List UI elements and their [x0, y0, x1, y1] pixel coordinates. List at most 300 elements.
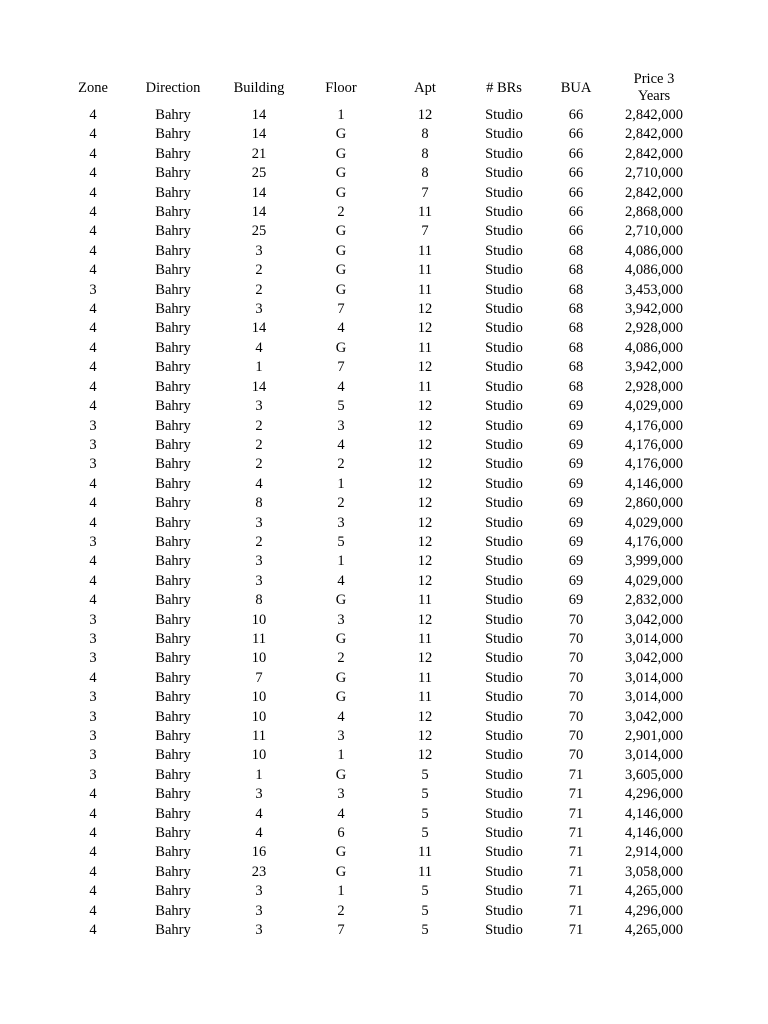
apt-cell: 11 — [418, 281, 432, 298]
apt-cell: 11 — [418, 844, 432, 861]
zone-cell: 4 — [89, 359, 97, 376]
zone-cell: 4 — [89, 107, 97, 123]
bua-cell: 69 — [568, 592, 584, 609]
direction-cell: Bahry — [155, 825, 191, 842]
bua-cell: 71 — [568, 786, 584, 803]
price-cell: 4,265,000 — [625, 922, 683, 939]
table-row — [56, 921, 694, 940]
apt-cell: 12 — [417, 533, 433, 550]
zone-cell: 4 — [89, 242, 97, 259]
brs-cell: Studio — [485, 223, 523, 240]
direction-cell: Bahry — [155, 747, 191, 764]
zone-cell: 4 — [89, 320, 97, 337]
zone-cell: 4 — [89, 922, 97, 939]
bua-cell: 69 — [568, 495, 584, 512]
direction-cell: Bahry — [155, 611, 191, 628]
brs-cell: Studio — [485, 883, 523, 900]
direction-cell: Bahry — [155, 184, 191, 201]
apt-cell: 8 — [421, 165, 429, 182]
brs-cell: Studio — [485, 262, 523, 279]
floor-cell: 7 — [337, 301, 345, 318]
direction-cell: Bahry — [155, 242, 191, 259]
brs-cell: Studio — [485, 281, 523, 298]
direction-cell: Bahry — [155, 378, 191, 395]
floor-cell: 5 — [337, 398, 345, 415]
table-row — [56, 378, 694, 397]
price-cell: 4,176,000 — [625, 533, 683, 550]
brs-cell: Studio — [485, 747, 523, 764]
building-cell: 1 — [255, 766, 263, 783]
building-cell: 16 — [251, 844, 267, 861]
zone-cell: 4 — [89, 165, 97, 182]
floor-cell: G — [335, 339, 347, 356]
floor-cell: G — [335, 281, 347, 298]
table-row — [56, 591, 694, 610]
building-cell: 2 — [255, 436, 263, 453]
building-cell: 3 — [255, 553, 263, 570]
building-cell: 10 — [251, 611, 267, 628]
direction-cell: Bahry — [155, 766, 191, 783]
floor-cell: G — [335, 223, 347, 240]
price-cell: 3,042,000 — [625, 708, 683, 725]
floor-cell: G — [335, 766, 347, 783]
brs-cell: Studio — [485, 495, 523, 512]
header-row — [56, 70, 694, 106]
price-cell: 2,710,000 — [625, 165, 683, 182]
table-row — [56, 785, 694, 804]
bua-cell: 69 — [568, 572, 584, 589]
bua-cell: 68 — [568, 378, 584, 395]
bua-cell: 71 — [568, 902, 584, 919]
brs-cell: Studio — [485, 630, 523, 647]
brs-cell: Studio — [485, 378, 523, 395]
price-cell: 4,176,000 — [625, 456, 683, 473]
price-cell: 4,296,000 — [625, 902, 683, 919]
zone-cell: 4 — [89, 398, 97, 415]
building-cell: 14 — [251, 107, 267, 123]
building-cell: 3 — [255, 786, 263, 803]
direction-cell: Bahry — [155, 436, 191, 453]
floor-cell: 2 — [337, 902, 345, 919]
building-cell: 3 — [255, 883, 263, 900]
table-row — [56, 533, 694, 552]
building-cell: 4 — [255, 805, 263, 822]
direction-cell: Bahry — [155, 708, 191, 725]
bua-cell: 66 — [568, 204, 584, 221]
apt-cell: 5 — [421, 805, 429, 822]
floor-cell: 1 — [337, 553, 345, 570]
table-row — [56, 300, 694, 319]
zone-cell: 3 — [89, 611, 97, 628]
direction-cell: Bahry — [155, 145, 191, 162]
brs-cell: Studio — [485, 708, 523, 725]
header-price-3-years — [614, 70, 694, 106]
apt-cell: 5 — [421, 825, 429, 842]
zone-cell: 3 — [89, 417, 97, 434]
header-zone: Zone — [78, 79, 108, 96]
floor-cell: 2 — [337, 204, 345, 221]
building-cell: 25 — [251, 223, 267, 240]
brs-cell: Studio — [485, 786, 523, 803]
header-price-line-1: Price 3 — [633, 71, 675, 87]
bua-cell: 71 — [568, 825, 584, 842]
floor-cell: 2 — [337, 650, 345, 667]
direction-cell: Bahry — [155, 126, 191, 143]
bua-cell: 69 — [568, 436, 584, 453]
building-cell: 2 — [255, 533, 263, 550]
apt-cell: 12 — [417, 708, 433, 725]
brs-cell: Studio — [485, 863, 523, 880]
bua-cell: 71 — [568, 883, 584, 900]
brs-cell: Studio — [485, 805, 523, 822]
zone-cell: 4 — [89, 805, 97, 822]
direction-cell: Bahry — [155, 301, 191, 318]
direction-cell: Bahry — [155, 922, 191, 939]
floor-cell: G — [335, 242, 347, 259]
building-cell: 8 — [255, 592, 263, 609]
price-cell: 4,029,000 — [625, 514, 683, 531]
bua-cell: 69 — [568, 553, 584, 570]
zone-cell: 4 — [89, 126, 97, 143]
zone-cell: 4 — [89, 572, 97, 589]
floor-cell: 3 — [337, 728, 345, 744]
brs-cell: Studio — [485, 689, 523, 706]
floor-cell: G — [335, 126, 347, 143]
bua-cell: 69 — [568, 475, 584, 492]
table-row — [56, 902, 694, 921]
brs-cell: Studio — [485, 359, 523, 376]
building-cell: 4 — [255, 339, 263, 356]
direction-cell: Bahry — [155, 320, 191, 337]
floor-cell: G — [335, 689, 347, 706]
table-row — [56, 184, 694, 203]
floor-cell: G — [335, 863, 347, 880]
building-cell: 2 — [255, 281, 263, 298]
bua-cell: 66 — [568, 107, 584, 123]
table-row — [56, 708, 694, 727]
price-cell: 2,710,000 — [625, 223, 683, 240]
zone-cell: 4 — [89, 475, 97, 492]
bua-cell: 70 — [568, 611, 584, 628]
zone-cell: 4 — [89, 902, 97, 919]
units-price-table — [56, 70, 694, 940]
price-cell: 2,928,000 — [625, 320, 683, 337]
direction-cell: Bahry — [155, 592, 191, 609]
table-row — [56, 649, 694, 668]
direction-cell: Bahry — [155, 669, 191, 686]
direction-cell: Bahry — [155, 107, 191, 123]
bua-cell: 70 — [568, 708, 584, 725]
table-row — [56, 145, 694, 164]
building-cell: 14 — [251, 378, 267, 395]
table-row — [56, 494, 694, 513]
header-building: Building — [233, 79, 285, 96]
brs-cell: Studio — [485, 242, 523, 259]
price-cell: 4,296,000 — [625, 786, 683, 803]
brs-cell: Studio — [485, 553, 523, 570]
building-cell: 11 — [252, 630, 266, 647]
building-cell: 14 — [251, 320, 267, 337]
zone-cell: 4 — [89, 786, 97, 803]
zone-cell: 3 — [89, 728, 97, 744]
apt-cell: 5 — [421, 922, 429, 939]
price-cell: 3,942,000 — [625, 301, 683, 318]
zone-cell: 3 — [89, 630, 97, 647]
price-cell: 3,014,000 — [625, 747, 683, 764]
bua-cell: 69 — [568, 398, 584, 415]
zone-cell: 4 — [89, 301, 97, 318]
apt-cell: 12 — [417, 553, 433, 570]
zone-cell: 3 — [89, 766, 97, 783]
table-row — [56, 125, 694, 144]
price-cell: 2,842,000 — [625, 107, 683, 123]
zone-cell: 3 — [89, 708, 97, 725]
apt-cell: 12 — [417, 320, 433, 337]
brs-cell: Studio — [485, 145, 523, 162]
floor-cell: 4 — [337, 378, 345, 395]
bua-cell: 68 — [568, 339, 584, 356]
direction-cell: Bahry — [155, 262, 191, 279]
apt-cell: 11 — [418, 592, 432, 609]
direction-cell: Bahry — [155, 165, 191, 182]
table-row — [56, 106, 694, 125]
price-cell: 3,042,000 — [625, 650, 683, 667]
table-row — [56, 514, 694, 533]
apt-cell: 11 — [418, 339, 432, 356]
direction-cell: Bahry — [155, 475, 191, 492]
table-row — [56, 475, 694, 494]
bua-cell: 71 — [568, 805, 584, 822]
direction-cell: Bahry — [155, 417, 191, 434]
zone-cell: 4 — [89, 495, 97, 512]
floor-cell: 4 — [337, 572, 345, 589]
building-cell: 14 — [251, 184, 267, 201]
price-cell: 3,014,000 — [625, 689, 683, 706]
table-row — [56, 727, 694, 746]
apt-cell: 12 — [417, 728, 433, 744]
apt-cell: 7 — [421, 223, 429, 240]
table-row — [56, 319, 694, 338]
direction-cell: Bahry — [155, 223, 191, 240]
table-row — [56, 203, 694, 222]
floor-cell: G — [335, 184, 347, 201]
brs-cell: Studio — [485, 533, 523, 550]
apt-cell: 12 — [417, 301, 433, 318]
brs-cell: Studio — [485, 320, 523, 337]
price-cell: 2,928,000 — [625, 378, 683, 395]
price-cell: 4,029,000 — [625, 572, 683, 589]
direction-cell: Bahry — [155, 456, 191, 473]
direction-cell: Bahry — [155, 689, 191, 706]
price-cell: 2,914,000 — [625, 844, 683, 861]
floor-cell: 4 — [337, 320, 345, 337]
price-cell: 3,042,000 — [625, 611, 683, 628]
table-row — [56, 164, 694, 183]
price-cell: 2,901,000 — [625, 728, 683, 744]
bua-cell: 68 — [568, 359, 584, 376]
building-cell: 3 — [255, 398, 263, 415]
apt-cell: 11 — [418, 262, 432, 279]
floor-cell: 5 — [337, 533, 345, 550]
floor-cell: 2 — [337, 495, 345, 512]
brs-cell: Studio — [485, 301, 523, 318]
brs-cell: Studio — [485, 107, 523, 123]
apt-cell: 12 — [417, 514, 433, 531]
table-body — [56, 106, 694, 940]
apt-cell: 12 — [417, 747, 433, 764]
table-row — [56, 222, 694, 241]
brs-cell: Studio — [485, 126, 523, 143]
building-cell: 2 — [255, 417, 263, 434]
building-cell: 2 — [255, 262, 263, 279]
floor-cell: 1 — [337, 883, 345, 900]
bua-cell: 66 — [568, 165, 584, 182]
apt-cell: 12 — [417, 398, 433, 415]
floor-cell: 6 — [337, 825, 345, 842]
zone-cell: 4 — [89, 204, 97, 221]
header-apt: Apt — [414, 79, 436, 96]
price-cell: 4,146,000 — [625, 805, 683, 822]
apt-cell: 11 — [418, 630, 432, 647]
apt-cell: 12 — [417, 611, 433, 628]
table-row — [56, 417, 694, 436]
building-cell: 3 — [255, 514, 263, 531]
zone-cell: 3 — [89, 436, 97, 453]
price-cell: 2,842,000 — [625, 184, 683, 201]
table-row — [56, 397, 694, 416]
apt-cell: 11 — [418, 669, 432, 686]
building-cell: 7 — [255, 669, 263, 686]
zone-cell: 4 — [89, 339, 97, 356]
bua-cell: 68 — [568, 262, 584, 279]
apt-cell: 12 — [417, 417, 433, 434]
direction-cell: Bahry — [155, 553, 191, 570]
bua-cell: 68 — [568, 242, 584, 259]
zone-cell: 3 — [89, 533, 97, 550]
zone-cell: 3 — [89, 747, 97, 764]
building-cell: 3 — [255, 572, 263, 589]
direction-cell: Bahry — [155, 883, 191, 900]
direction-cell: Bahry — [155, 844, 191, 861]
price-cell: 2,868,000 — [625, 204, 683, 221]
building-cell: 10 — [251, 747, 267, 764]
apt-cell: 11 — [418, 689, 432, 706]
brs-cell: Studio — [485, 650, 523, 667]
building-cell: 2 — [255, 456, 263, 473]
table-row — [56, 630, 694, 649]
table-row — [56, 572, 694, 591]
floor-cell: 7 — [337, 922, 345, 939]
bua-cell: 70 — [568, 689, 584, 706]
apt-cell: 11 — [418, 378, 432, 395]
brs-cell: Studio — [485, 184, 523, 201]
apt-cell: 7 — [421, 184, 429, 201]
price-cell: 4,086,000 — [625, 339, 683, 356]
floor-cell: G — [335, 145, 347, 162]
zone-cell: 3 — [89, 650, 97, 667]
brs-cell: Studio — [485, 922, 523, 939]
zone-cell: 4 — [89, 592, 97, 609]
brs-cell: Studio — [485, 902, 523, 919]
apt-cell: 8 — [421, 126, 429, 143]
direction-cell: Bahry — [155, 398, 191, 415]
floor-cell: 3 — [337, 514, 345, 531]
building-cell: 11 — [252, 728, 266, 744]
apt-cell: 12 — [417, 495, 433, 512]
brs-cell: Studio — [485, 514, 523, 531]
zone-cell: 4 — [89, 514, 97, 531]
bua-cell: 68 — [568, 301, 584, 318]
building-cell: 10 — [251, 689, 267, 706]
apt-cell: 5 — [421, 883, 429, 900]
brs-cell: Studio — [485, 436, 523, 453]
direction-cell: Bahry — [155, 514, 191, 531]
direction-cell: Bahry — [155, 786, 191, 803]
table-row — [56, 863, 694, 882]
table-row — [56, 766, 694, 785]
apt-cell: 11 — [418, 204, 432, 221]
bua-cell: 69 — [568, 456, 584, 473]
brs-cell: Studio — [485, 669, 523, 686]
apt-cell: 5 — [421, 766, 429, 783]
direction-cell: Bahry — [155, 650, 191, 667]
brs-cell: Studio — [485, 728, 523, 744]
table-row — [56, 824, 694, 843]
floor-cell: 4 — [337, 708, 345, 725]
floor-cell: G — [335, 165, 347, 182]
header-floor: Floor — [325, 79, 357, 96]
direction-cell: Bahry — [155, 863, 191, 880]
apt-cell: 11 — [418, 242, 432, 259]
floor-cell: 1 — [337, 107, 345, 123]
price-cell: 4,146,000 — [625, 825, 683, 842]
price-cell: 3,014,000 — [625, 669, 683, 686]
direction-cell: Bahry — [155, 359, 191, 376]
apt-cell: 12 — [417, 650, 433, 667]
apt-cell: 5 — [421, 902, 429, 919]
zone-cell: 4 — [89, 863, 97, 880]
brs-cell: Studio — [485, 844, 523, 861]
table-row — [56, 688, 694, 707]
price-cell: 4,029,000 — [625, 398, 683, 415]
zone-cell: 4 — [89, 669, 97, 686]
zone-cell: 3 — [89, 281, 97, 298]
floor-cell: 3 — [337, 611, 345, 628]
header-direction: Direction — [145, 79, 201, 96]
building-cell: 4 — [255, 825, 263, 842]
brs-cell: Studio — [485, 456, 523, 473]
apt-cell: 5 — [421, 786, 429, 803]
table-row — [56, 242, 694, 261]
table-header — [56, 70, 694, 106]
table-row — [56, 611, 694, 630]
building-cell: 1 — [255, 359, 263, 376]
brs-cell: Studio — [485, 825, 523, 842]
price-cell: 4,176,000 — [625, 417, 683, 434]
floor-cell: G — [335, 592, 347, 609]
floor-cell: G — [335, 844, 347, 861]
table-row — [56, 669, 694, 688]
table-row — [56, 746, 694, 765]
brs-cell: Studio — [485, 592, 523, 609]
building-cell: 10 — [251, 708, 267, 725]
bua-cell: 71 — [568, 922, 584, 939]
floor-cell: 1 — [337, 475, 345, 492]
building-cell: 3 — [255, 922, 263, 939]
bua-cell: 71 — [568, 766, 584, 783]
price-cell: 2,860,000 — [625, 495, 683, 512]
brs-cell: Studio — [485, 572, 523, 589]
